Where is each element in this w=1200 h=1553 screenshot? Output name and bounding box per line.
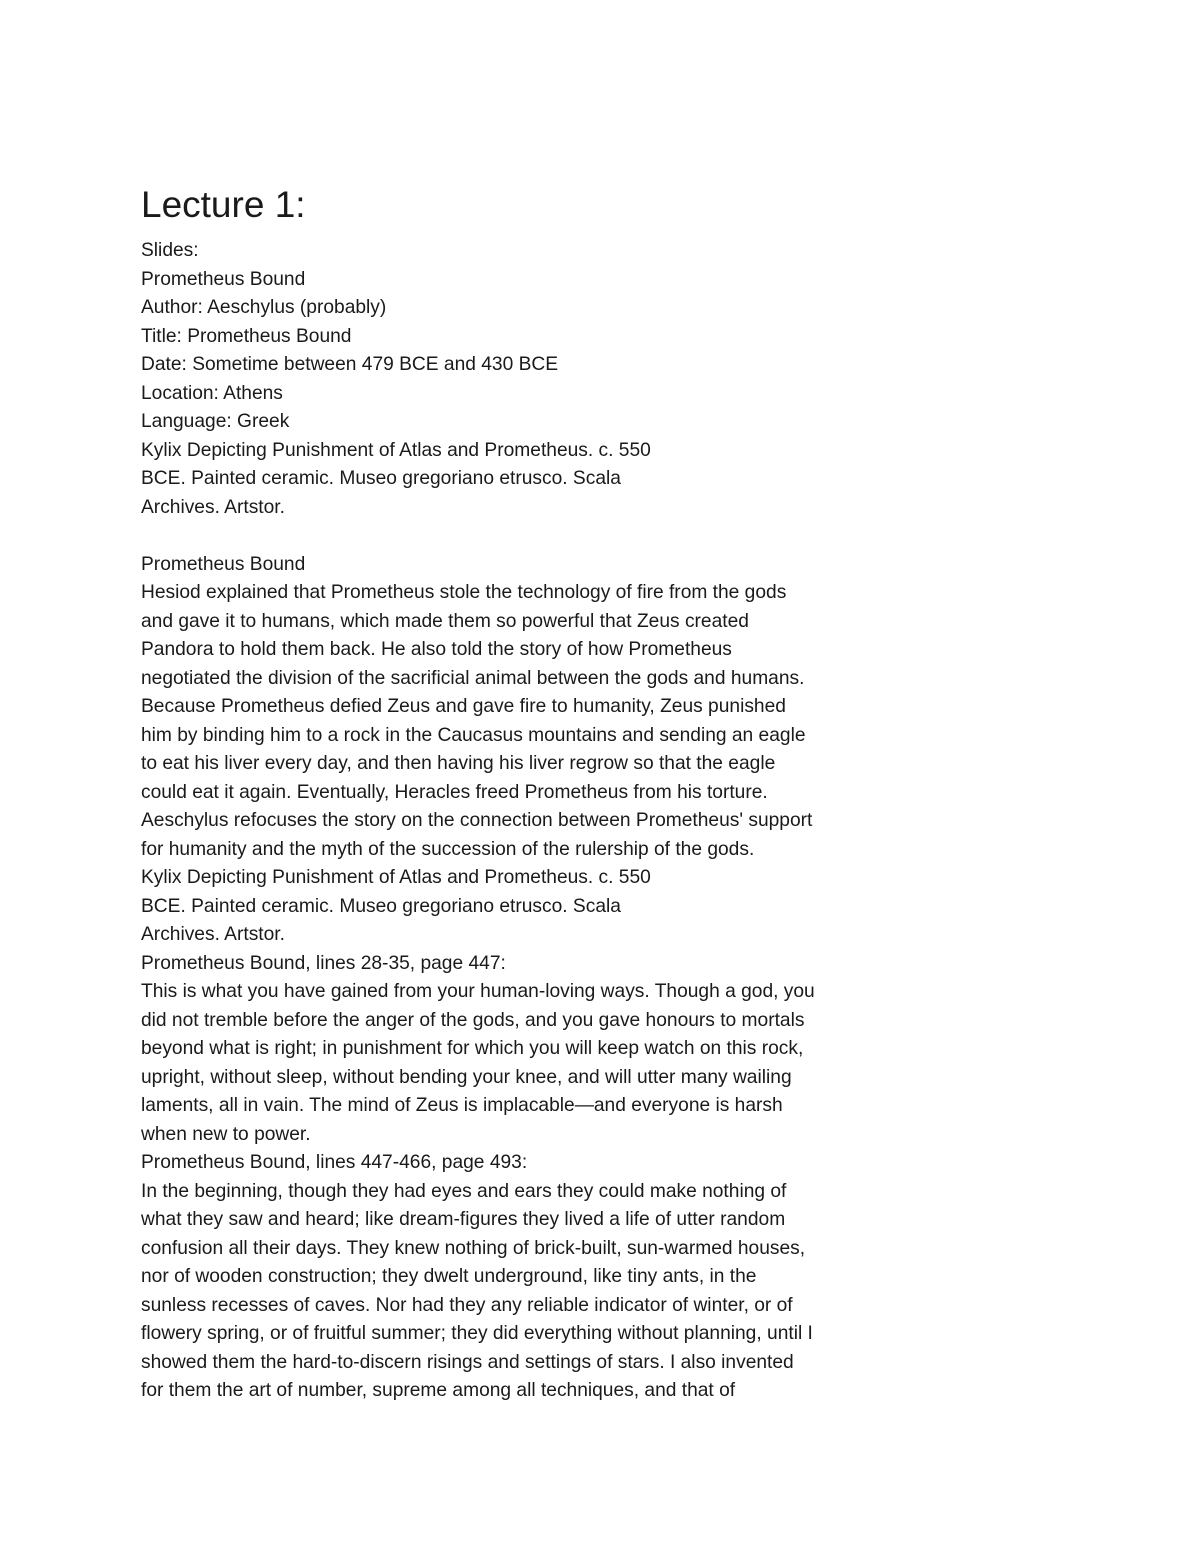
text-line: Language: Greek [141, 411, 290, 432]
text-line: Kylix Depicting Punishment of Atlas and Prometheus. c. 550 [141, 439, 651, 461]
text-line: Pandora to hold them back. He also told the story of how Prometheus [141, 639, 732, 660]
text-line: Prometheus Bound [141, 553, 306, 575]
text-line: laments, all in vain. The mind of Zeus is implacable—and everyone is harsh [141, 1095, 783, 1116]
text-line: flowery spring, or of fruitful summer; they did everything without planning, until I [141, 1323, 813, 1344]
text-line: This is what you have gained from your human-loving ways. Though a god, you [141, 981, 815, 1002]
text-line: could eat it again. Eventually, Heracles freed Prometheus from his torture. [141, 781, 768, 803]
text-line: Archives. Artstor. [141, 496, 285, 518]
text-line: for them the art of number, supreme among all techniques, and that of [141, 1380, 736, 1401]
text-line: and gave it to humans, which made them so powerful that Zeus created [141, 610, 749, 632]
page-title: Lecture 1: [141, 184, 306, 225]
text-line: when new to power. [141, 1123, 311, 1145]
document-page [141, 183, 931, 1406]
text-line: BCE. Painted ceramic. Museo gregoriano etrusco. Scala [141, 468, 621, 489]
text-line: Prometheus Bound, lines 447-466, page 493: [141, 1152, 528, 1173]
text-line: Hesiod explained that Prometheus stole the technology of fire from the gods [141, 582, 787, 603]
text-line: showed them the hard-to-discern risings and settings of stars. I also invented [141, 1351, 794, 1373]
text-line: him by binding him to a rock in the Caucasus mountains and sending an eagle [141, 724, 806, 746]
text-line: Slides: [141, 240, 199, 261]
text-line: confusion all their days. They knew nothing of brick-built, sun-warmed houses, [141, 1237, 806, 1259]
text-line: Prometheus Bound [141, 268, 306, 290]
text-line: did not tremble before the anger of the gods, and you gave honours to mortals [141, 1009, 805, 1031]
text-line: BCE. Painted ceramic. Museo gregoriano etrusco. Scala [141, 895, 621, 917]
text-line: beyond what is right; in punishment for which you will keep watch on this rock, [141, 1038, 804, 1059]
text-line: Location: Athens [141, 382, 283, 404]
text-line: negotiated the division of the sacrificial animal between the gods and humans. [141, 667, 805, 689]
text-line: for humanity and the myth of the succession of the rulership of the gods. [141, 838, 755, 860]
document-body [141, 237, 931, 1406]
text-line: Date: Sometime between 479 BCE and 430 BCE [141, 354, 559, 375]
text-line: to eat his liver every day, and then having his liver regrow so that the eagle [141, 753, 776, 774]
text-line: Kylix Depicting Punishment of Atlas and Prometheus. c. 550 [141, 867, 651, 888]
text-line: Title: Prometheus Bound [141, 325, 352, 347]
blank-line [141, 522, 931, 551]
text-line: Author: Aeschylus (probably) [141, 297, 387, 318]
text-line: nor of wooden construction; they dwelt underground, like tiny ants, in the [141, 1266, 757, 1287]
text-line: Prometheus Bound, lines 28-35, page 447: [141, 952, 506, 974]
text-line: Aeschylus refocuses the story on the connection between Prometheus' support [141, 810, 813, 831]
text-line: what they saw and heard; like dream-figures they lived a life of utter random [141, 1209, 786, 1230]
text-line: sunless recesses of caves. Nor had they any reliable indicator of winter, or of [141, 1294, 793, 1316]
text-line: upright, without sleep, without bending your knee, and will utter many wailing [141, 1066, 792, 1088]
text-line: Archives. Artstor. [141, 924, 285, 945]
text-line: Because Prometheus defied Zeus and gave fire to humanity, Zeus punished [141, 696, 786, 717]
text-line: In the beginning, though they had eyes and ears they could make nothing of [141, 1180, 787, 1202]
